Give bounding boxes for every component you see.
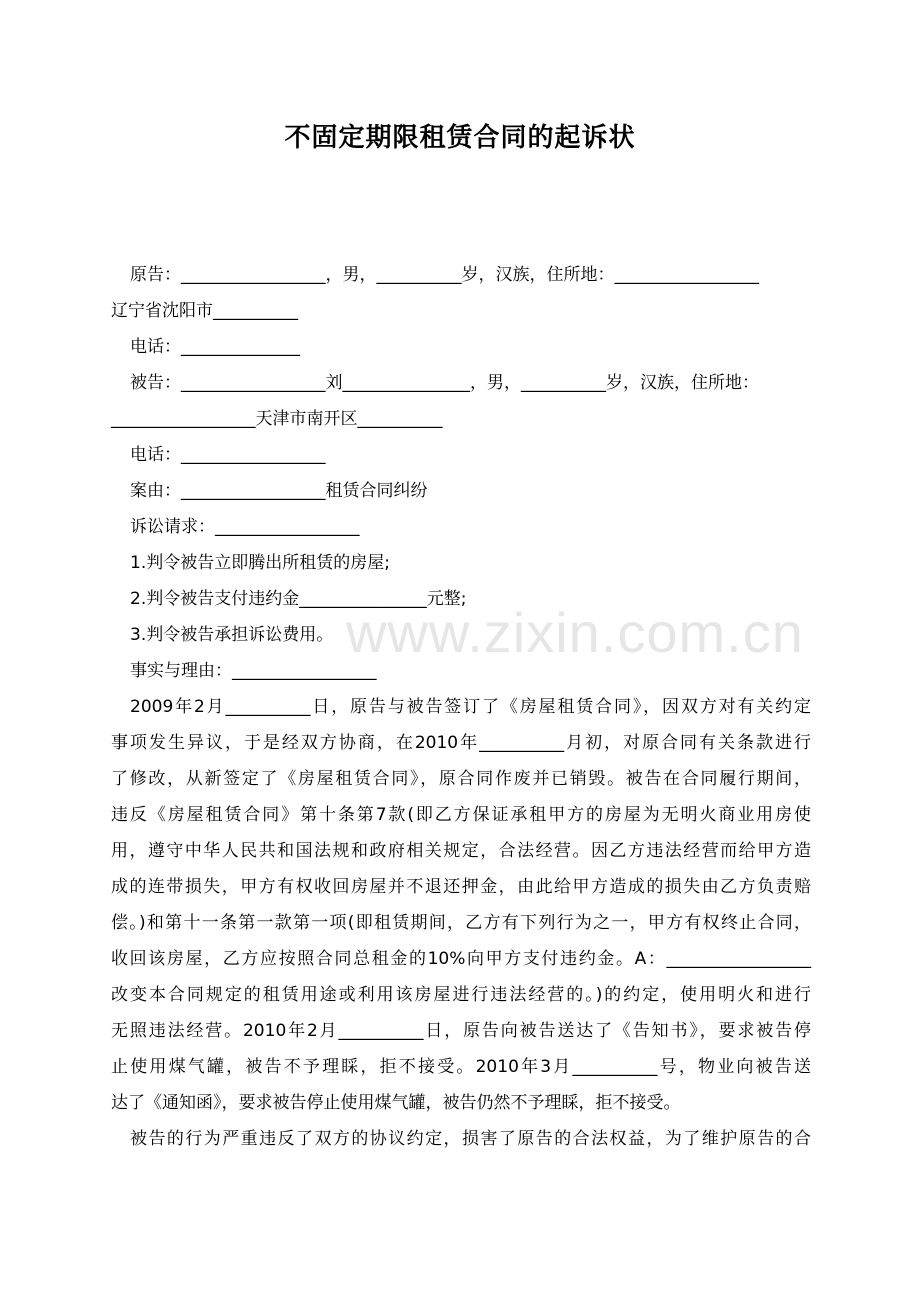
facts-paragraph-line: 达了《通知函》，要求被告停止使用煤气罐，被告仍然不予理睬，拒不接受。: [111, 1093, 681, 1113]
defendant-address-line: _________________天津市南开区__________: [111, 409, 443, 429]
facts-paragraph-line: 偿。)和第十一条第一款第一项(即租赁期间，乙方有下列行为之一，甲方有权终止合同，: [111, 913, 811, 933]
plaintiff-line: 原告：_________________，男，__________岁，汉族，住所地：_________________: [130, 265, 759, 285]
facts-paragraph-line: 改变本合同规定的租赁用途或利用该房屋进行违法经营的。)的约定，使用明火和进行: [111, 985, 811, 1005]
watermark: www.zixin.com.cn: [346, 601, 804, 664]
case-cause-line: 案由：_________________租赁合同纠纷: [130, 481, 428, 501]
conclusion-paragraph-line: 被告的行为严重违反了双方的协议约定，损害了原告的合法权益，为了维护原告的合: [130, 1129, 811, 1149]
plaintiff-address-line: 辽宁省沈阳市__________: [111, 301, 298, 321]
facts-paragraph-line: 成的连带损失，甲方有权收回房屋并不退还押金，由此给甲方造成的损失由乙方负责赔: [111, 877, 811, 897]
claim-item-1: 1.判令被告立即腾出所租赁的房屋;: [130, 553, 390, 573]
defendant-line: 被告：_________________刘_______________，男，__________岁，汉族，住所地：: [130, 373, 759, 393]
document-title: 不固定期限租赁合同的起诉状: [284, 123, 636, 153]
claim-item-2: 2.判令被告支付违约金_______________元整;: [130, 589, 467, 609]
facts-heading-line: 事实与理由：_________________: [130, 661, 377, 681]
facts-paragraph-line: 无照违法经营。2010年2月__________日，原告向被告送达了《告知书》，要求被告停: [111, 1021, 811, 1041]
facts-paragraph-line: 了修改，从新签定了《房屋租赁合同》，原合同作废并已销毁。被告在合同履行期间，: [111, 769, 811, 789]
defendant-phone-line: 电话：_________________: [130, 445, 326, 465]
facts-paragraph-line: 2009年2月__________日，原告与被告签订了《房屋租赁合同》，因双方对有关约定: [130, 697, 811, 717]
claim-item-3: 3.判令被告承担诉讼费用。: [130, 625, 334, 645]
claims-heading-line: 诉讼请求：_________________: [130, 517, 360, 537]
facts-paragraph-line: 违反《房屋租赁合同》第十条第7款(即乙方保证承租甲方的房屋为无明火商业用房使: [111, 805, 811, 825]
facts-paragraph-line: 事项发生异议，于是经双方协商，在2010年__________月初，对原合同有关条款进行: [111, 733, 811, 753]
facts-paragraph-line: 用，遵守中华人民共和国法规和政府相关规定，合法经营。因乙方违法经营而给甲方造: [111, 841, 811, 861]
plaintiff-phone-line: 电话：______________: [130, 337, 300, 357]
facts-paragraph-line: 止使用煤气罐，被告不予理睬，拒不接受。2010年3月__________号，物业向被告送: [111, 1057, 811, 1077]
facts-paragraph-line: 收回该房屋，乙方应按照合同总租金的10%向甲方支付违约金。A：_________________: [111, 949, 811, 969]
